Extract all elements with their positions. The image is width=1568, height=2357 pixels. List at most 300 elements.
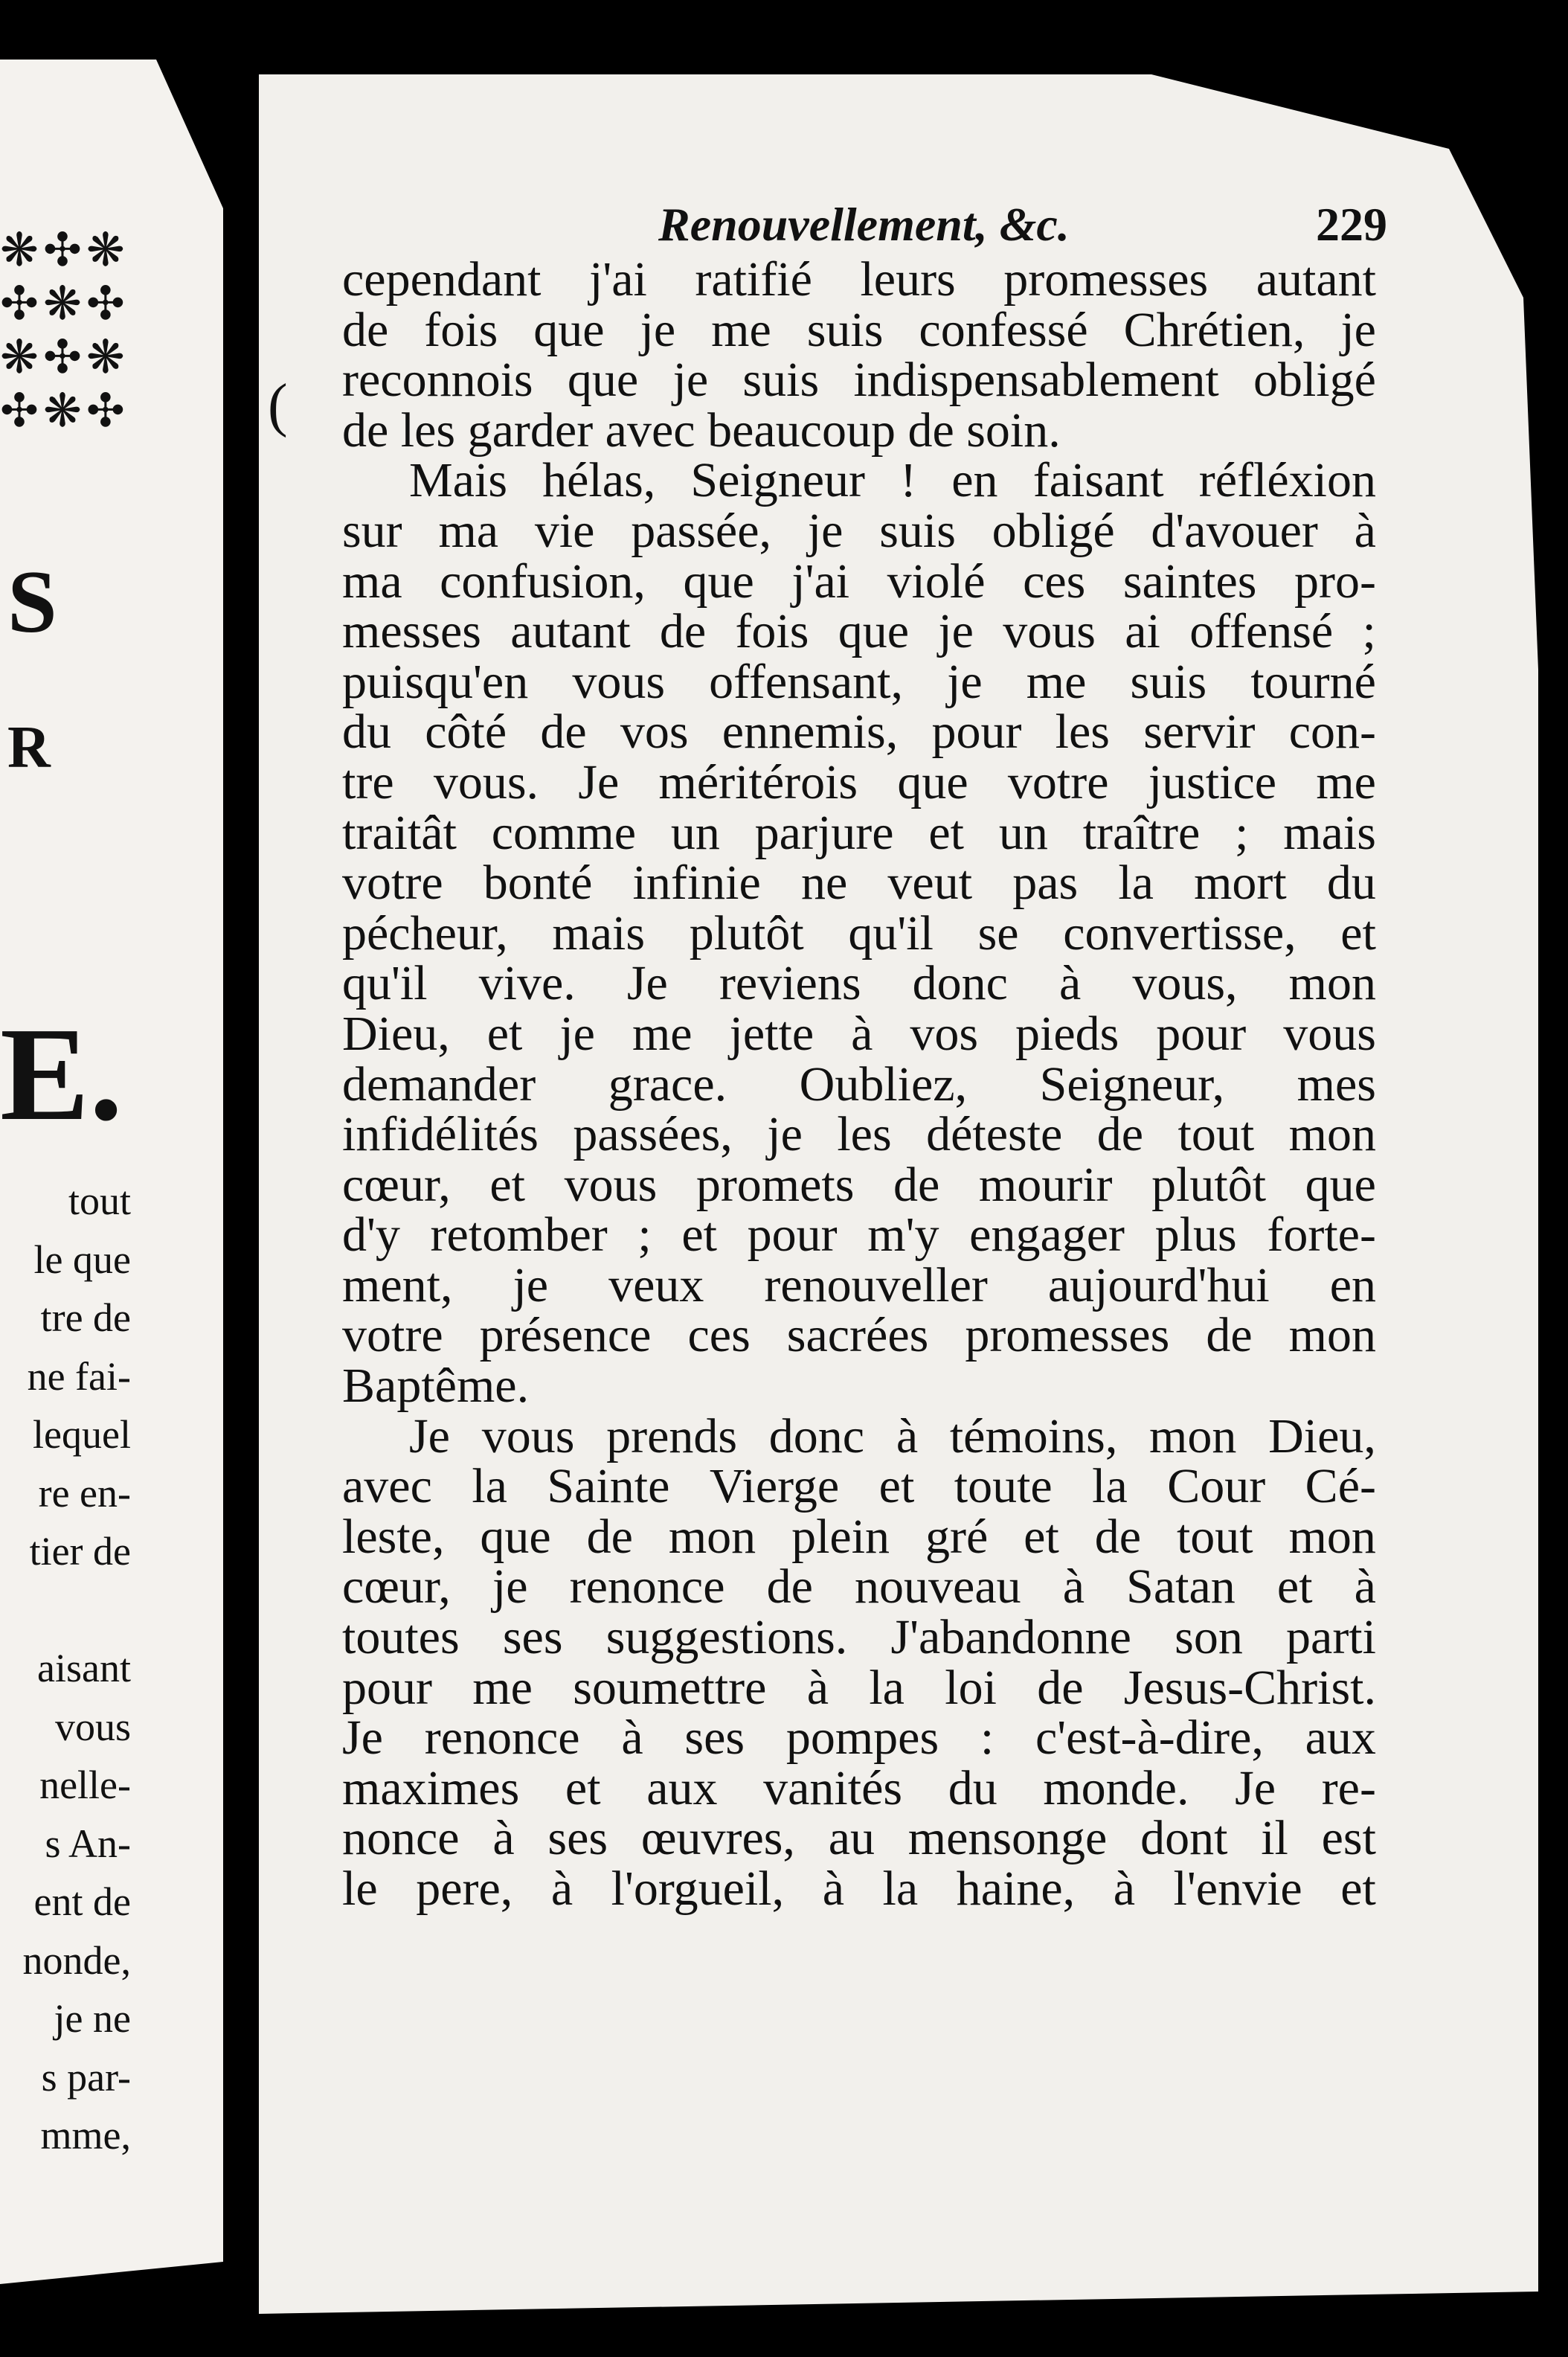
word: ; [1362,604,1376,659]
word: obligé [992,503,1115,558]
word: servir [1143,705,1256,760]
word: autant [510,604,631,659]
word: l'envie [1173,1861,1302,1916]
word: offensé [1189,604,1334,659]
word: veux [608,1257,704,1312]
word: Mais [409,453,507,508]
word: mon [1288,1308,1376,1363]
word: loi [945,1660,997,1715]
word: hélas, [542,453,656,508]
word: avec [342,1459,432,1514]
word: soin. [966,403,1061,458]
word: à [550,1861,573,1916]
word: mort [1194,856,1287,911]
word: haine, [956,1861,1076,1916]
word: un [670,805,720,860]
word: mes [1297,1056,1376,1112]
word: je [767,1107,803,1162]
page-header [658,197,1387,252]
word: Je [578,754,620,809]
left-text-line: lequel [33,1412,131,1457]
word: re- [1321,1760,1376,1815]
word: œuvres, [640,1811,795,1866]
word: je [492,1559,528,1614]
word: et [1276,1559,1313,1614]
word: méritérois [658,754,858,809]
word: la [869,1660,905,1715]
word: veut [887,856,973,911]
word: Chrétien, [1123,302,1305,357]
word: passée, [631,503,772,558]
text-line [342,503,1376,558]
word: à [1113,1861,1135,1916]
word: que [533,302,605,357]
word: pieds [1015,1006,1119,1061]
word: comme [491,805,637,860]
left-large-letter-r: R [7,715,51,780]
word: toute [954,1459,1053,1514]
text-line [342,1813,1376,1864]
word: Cour [1167,1459,1266,1514]
word: et [681,1208,718,1263]
word: que [567,353,639,408]
text-line [342,1408,1376,1463]
word: ses [502,1610,563,1665]
text-line [342,905,1376,961]
word: pécheur, [342,905,508,961]
word: J'abandonne [890,1610,1131,1665]
word: Oubliez, [799,1056,968,1112]
word: reconnois [342,353,533,408]
word: vanités [763,1760,903,1815]
word: Seigneur [690,453,865,508]
word: nouveau [855,1559,1021,1614]
word: de [1096,1107,1144,1162]
left-large-letter-e: E. [0,1000,123,1148]
word: saintes [1122,554,1257,609]
word: le [342,1861,378,1916]
word: à [492,1811,515,1866]
text-line [342,1612,1376,1663]
word: plutôt [1151,1157,1267,1212]
word: vous [481,1408,575,1463]
word: de [766,1559,813,1614]
word: Je [1235,1760,1276,1815]
left-text-line: s par- [41,2054,131,2100]
margin-parenthesis: ( [268,373,288,438]
word: témoins, [949,1408,1118,1463]
left-text-line: ne fai- [27,1353,131,1399]
word: aux [1305,1710,1376,1766]
word: et [1024,1509,1059,1564]
word: en [951,453,998,508]
word: nonce [342,1811,460,1866]
word: la [1118,856,1154,911]
word: offensant, [709,654,903,709]
word: suis [806,302,884,357]
left-text-line: ent de [33,1879,131,1924]
word: du [1326,856,1376,911]
text-line [342,1461,1376,1512]
word: déteste [926,1107,1063,1162]
word: leurs [860,252,956,307]
word: un [998,805,1048,860]
word: que [838,604,910,659]
word: je [807,503,844,558]
word: ; [1235,805,1249,860]
word: ai [1125,604,1160,659]
word: donc [912,956,1008,1011]
word: Baptême. [342,1359,530,1414]
word: demander [342,1056,536,1112]
word: plus [1154,1208,1237,1263]
text-line [342,606,1376,657]
word: mon [1288,1509,1376,1564]
word: Vierge [709,1459,840,1514]
word: me [1316,754,1376,809]
word: tourné [1250,654,1376,709]
word: Je [342,1710,383,1766]
word: promets [695,1157,855,1212]
word: Sainte [547,1459,670,1514]
word: suggestions. [605,1610,848,1665]
ornament-row: ❋✣❋ [0,330,129,384]
word: grace. [608,1056,727,1112]
word: engager [969,1208,1125,1263]
word: les [1055,705,1110,760]
running-head: Renouvellement, &c. [658,198,1070,251]
word: l'orgueil, [611,1861,785,1916]
left-text-line: nonde, [22,1937,131,1983]
word: mon [668,1509,756,1564]
word: et [878,1459,915,1514]
text-line [342,1208,1376,1263]
left-text-line: nelle- [39,1763,131,1807]
word: pas [1012,856,1079,911]
word: à [806,1660,829,1715]
word: de [342,302,389,357]
word: vous. [433,754,539,809]
word: gré [925,1509,989,1564]
word: il [1261,1811,1288,1866]
word: à [621,1710,643,1766]
word: promesses [965,1308,1170,1363]
word: mensonge [907,1811,1108,1866]
word: renonce [424,1710,580,1766]
word: pro- [1294,554,1376,609]
text-line [342,1559,1376,1614]
word: de [540,705,587,760]
word: en [1329,1257,1376,1312]
text-line [342,1359,1376,1414]
word: ces [1023,554,1086,609]
left-text-line: tier de [29,1529,131,1574]
word: renonce [569,1559,725,1614]
ornament-border [0,223,141,446]
word: Seigneur, [1039,1056,1225,1112]
word: je [1340,302,1376,357]
left-text-line: tre de [40,1295,131,1340]
text-line [342,1660,1376,1715]
word: que [480,1509,551,1564]
word: maximes [342,1760,520,1815]
word: d'avouer [1151,503,1318,558]
left-text-line: vous [54,1704,131,1749]
text-line [342,856,1376,911]
text-line [342,1006,1376,1061]
word: suis [742,353,820,408]
book-spine-gutter [223,45,259,2306]
word: jette [729,1006,814,1061]
word: tre [342,754,394,809]
text-line [342,302,1376,357]
word: les [400,403,468,458]
word: soumettre [573,1660,767,1715]
word: prends [606,1408,738,1463]
word: qu'il [848,905,934,961]
word: de [342,403,401,458]
word: forte- [1267,1208,1376,1263]
text-line [342,705,1376,760]
word: toutes [342,1610,460,1665]
word: suis [1130,654,1207,709]
left-page-text [0,1172,131,2165]
word: et [928,805,965,860]
word: puisqu'en [342,654,529,709]
text-line [342,1056,1376,1112]
word: convertisse, [1063,905,1297,961]
word: traitât [342,805,457,860]
word: votre [342,1308,443,1363]
word: ses [547,1811,608,1866]
page-number: 229 [1316,198,1387,251]
word: dont [1140,1811,1228,1866]
text-line [342,654,1376,709]
word: vous [572,654,665,709]
left-text-line: re en- [38,1470,131,1516]
word: me [1026,654,1087,709]
text-line [342,254,1376,305]
word: que [897,754,968,809]
word: vous, [1132,956,1238,1011]
word: ! [900,453,917,508]
word: du [342,705,391,760]
word: à [1354,503,1376,558]
word: et [1340,905,1376,961]
ornament-row: ✣❋✣ [0,383,129,437]
text-line [342,1310,1376,1361]
text-line [342,455,1376,506]
word: Dieu, [1268,1408,1376,1463]
word: que [683,554,754,609]
word: mourir [978,1157,1113,1212]
word: suis [879,503,956,558]
word: ses [684,1710,745,1766]
word: plutôt [689,905,804,961]
word: mon [1288,956,1376,1011]
word: et [486,1006,523,1061]
word: cœur, [342,1157,451,1212]
word: con- [1288,705,1376,760]
word: garder [467,403,605,458]
word: du [948,1760,997,1815]
word: ratifié [695,252,812,307]
body-text [342,254,1376,1914]
left-text-line: aisant [37,1646,131,1690]
word: à [1062,1559,1085,1614]
word: aux [646,1760,718,1815]
text-line [342,805,1376,860]
word: je [640,302,676,357]
word: indispensablement [853,353,1219,408]
word: beaucoup [707,403,908,458]
word: je [947,654,983,709]
word: pour [1156,1006,1247,1061]
left-text-line: s An- [45,1821,131,1866]
word: je [559,1006,595,1061]
word: mais [552,905,646,961]
word: que [1305,1157,1376,1212]
word: parti [1286,1610,1376,1665]
word: Satan [1126,1559,1236,1614]
word: me [711,302,771,357]
word: à [851,1006,873,1061]
word: plein [791,1509,890,1564]
text-line [342,1861,1376,1916]
word: ne [800,856,848,911]
word: à [1354,1559,1376,1614]
word: confessé [919,302,1088,357]
word: Cé- [1305,1459,1376,1514]
text-line [342,1109,1376,1160]
word: se [977,905,1019,961]
word: mon [1149,1408,1237,1463]
word: de [659,604,707,659]
word: vos [620,705,689,760]
word: et [565,1760,601,1815]
word: vos [910,1006,979,1061]
word: votre [1007,754,1109,809]
word: de [907,403,967,458]
word: à [822,1861,844,1916]
word: infinie [632,856,761,911]
word: ennemis, [722,705,899,760]
word: est [1321,1811,1376,1866]
word: obligé [1253,353,1376,408]
ornament-row: ✣❋✣ [0,276,129,330]
word: pour [747,1208,838,1263]
text-line [342,554,1376,609]
word: ; [637,1208,652,1263]
word: bonté [483,856,593,911]
word: ces [687,1308,751,1363]
word: vous [1283,1006,1376,1061]
word: la [472,1459,507,1514]
word: monde. [1043,1760,1189,1815]
text-line [342,405,1376,456]
word: côté [425,705,507,760]
left-text-line: je ne [54,1996,131,2041]
word: fois [735,604,809,659]
word: sacrées [786,1308,929,1363]
text-line [342,1760,1376,1815]
word: et [489,1157,525,1212]
word: aujourd'hui [1047,1257,1270,1312]
text-line [342,958,1376,1009]
word: mais [1283,805,1376,860]
word: justice [1148,754,1277,809]
word: vie [534,503,595,558]
word: vive. [478,956,576,1011]
word: mon [1288,1107,1376,1162]
word: promesses [1003,252,1209,307]
ornament-row: ❋✣❋ [0,222,129,277]
text-line [342,353,1376,408]
text-line [342,1509,1376,1564]
word: ma [342,554,402,609]
word: traître [1082,805,1201,860]
word: les [837,1107,892,1162]
word: votre [342,856,443,911]
word: pour [342,1660,432,1715]
word: pere, [416,1861,513,1916]
word: vous [564,1157,658,1212]
left-text-line: tout [68,1178,131,1223]
word: qu'il [342,956,428,1011]
word: reviens [719,956,861,1011]
word: confusion, [440,554,646,609]
word: je [513,1257,549,1312]
word: réfléxion [1198,453,1376,508]
word: au [828,1811,875,1866]
text-line [342,1710,1376,1766]
word: cœur, [342,1559,451,1614]
word: sur [342,503,402,558]
word: messes [342,604,481,659]
word: de [586,1509,633,1564]
word: son [1175,1610,1243,1665]
word: d'y [342,1208,400,1263]
word: parjure [754,805,894,860]
word: avec [605,403,708,458]
word: j'ai [589,252,647,307]
word: m'y [867,1208,939,1263]
word: de [893,1157,940,1212]
word: à [1058,956,1082,1011]
word: de [1094,1509,1142,1564]
word: la [1092,1459,1128,1514]
left-text-line: le que [33,1237,131,1282]
word: renouveller [764,1257,988,1312]
text-line [342,1257,1376,1312]
word: je [672,353,709,408]
word: de [1037,1660,1084,1715]
word: à [896,1408,919,1463]
word: c'est-à-dire, [1035,1710,1264,1766]
word: ma [438,503,499,558]
word: pour [931,705,1022,760]
word: Dieu, [342,1006,450,1061]
word: tout [1177,1107,1255,1162]
word: je [938,604,974,659]
word: présence [479,1308,652,1363]
word: autant [1256,252,1376,307]
word: la [882,1861,919,1916]
word: et [1340,1861,1376,1916]
word: cependant [342,252,542,307]
word: : [980,1710,995,1766]
word: pompes [785,1710,939,1766]
